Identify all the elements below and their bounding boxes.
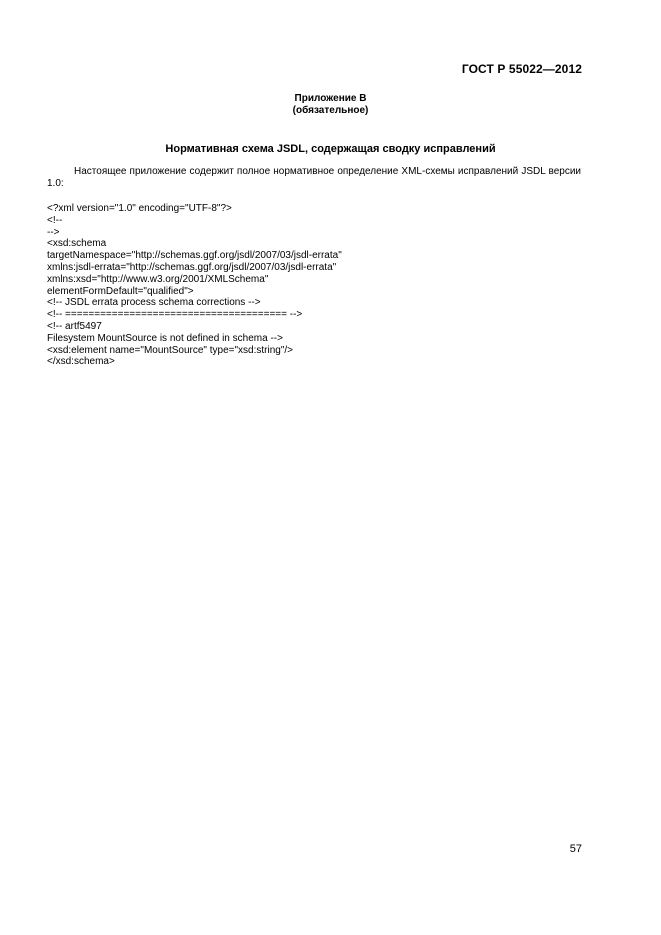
code-line: <!-- ====================================== --> bbox=[47, 309, 303, 321]
code-line: xmlns:jsdl-errata="http://schemas.ggf.org/jsdl/2007/03/jsdl-errata" bbox=[47, 261, 337, 273]
code-line: <xsd:schema bbox=[47, 238, 107, 250]
code-line: <?xml version="1.0" encoding="UTF-8"?> bbox=[47, 203, 232, 214]
annex-title: Приложение В bbox=[294, 93, 367, 104]
code-line: --> bbox=[47, 226, 60, 238]
code-line: elementFormDefault="qualified"> bbox=[47, 285, 194, 297]
page-number: 57 bbox=[569, 843, 582, 855]
code-line: <xsd:element name="MountSource" type="xsd:string"/> bbox=[47, 344, 293, 356]
code-line: Filesystem MountSource is not defined in schema --> bbox=[47, 332, 283, 344]
section-heading: Нормативная схема JSDL, содержащая сводку исправлений bbox=[165, 143, 496, 155]
intro-paragraph: Настоящее приложение содержит полное нормативное определение XML-схемы исправлений JSDL версии 1.0: bbox=[47, 166, 581, 189]
code-line: </xsd:schema> bbox=[47, 356, 115, 368]
document-code: ГОСТ Р 55022—2012 bbox=[461, 62, 582, 76]
code-line: <!-- artf5497 bbox=[47, 320, 102, 332]
xml-schema-listing bbox=[47, 203, 587, 368]
code-line: <!-- bbox=[47, 214, 63, 226]
code-line: xmlns:xsd="http://www.w3.org/2001/XMLSchema" bbox=[47, 273, 269, 285]
code-line: <!-- JSDL errata process schema corrections --> bbox=[47, 297, 261, 309]
code-line: targetNamespace="http://schemas.ggf.org/jsdl/2007/03/jsdl-errata" bbox=[47, 250, 342, 262]
annex-status: (обязательное) bbox=[292, 105, 369, 116]
annex-title-block bbox=[0, 93, 661, 117]
